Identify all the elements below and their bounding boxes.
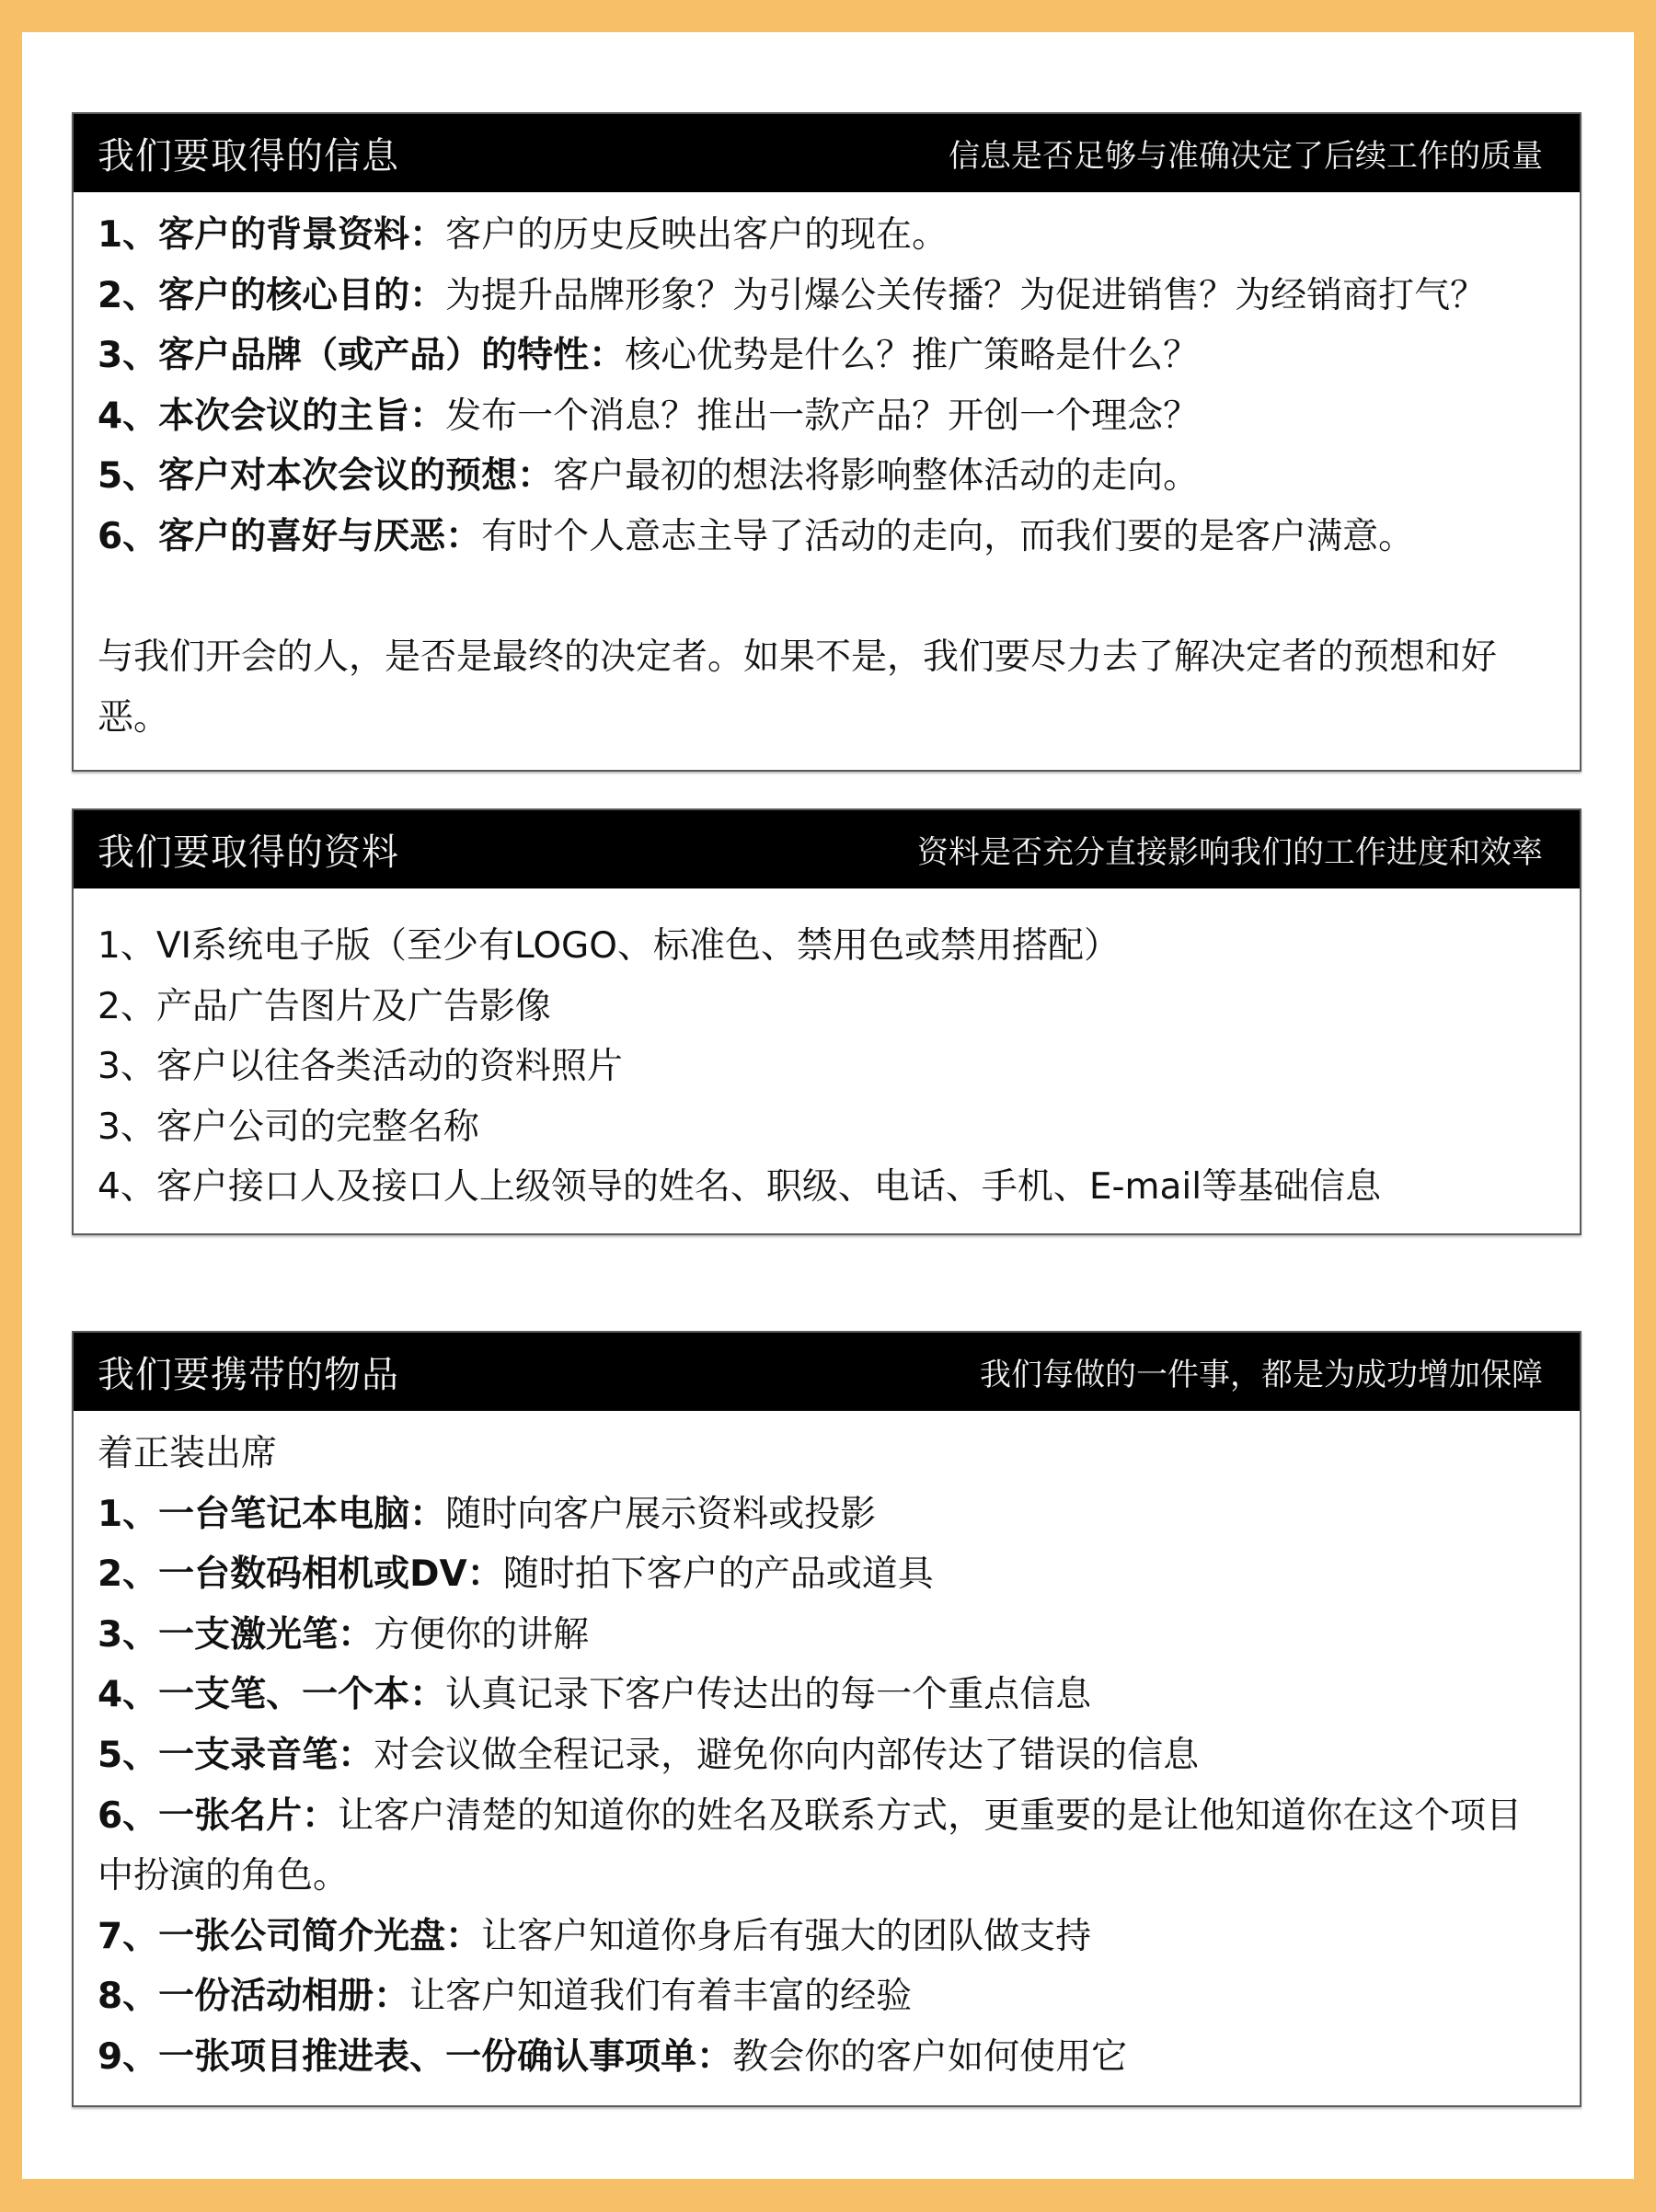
list-item: 2、一台数码相机或DV：随时拍下客户的产品或道具 bbox=[98, 1553, 934, 1596]
list-item: 4、一支笔、一个本：认真记录下客户传达出的每一个重点信息 bbox=[98, 1674, 1092, 1716]
section-header bbox=[74, 810, 1580, 888]
list-item: 8、一份活动相册：让客户知道我们有着丰富的经验 bbox=[98, 1976, 913, 2018]
materials-section bbox=[72, 808, 1581, 1235]
list-item: 3、客户品牌（或产品）的特性：核心优势是什么？推广策略是什么？ bbox=[98, 335, 1200, 377]
section-subtitle: 信息是否足够与准确决定了后续工作的质量 bbox=[949, 138, 1543, 175]
items-to-bring-section bbox=[72, 1331, 1581, 2107]
section-title: 我们要取得的信息 bbox=[98, 135, 399, 178]
list-item: 4、客户接口人及接口人上级领导的姓名、职级、电话、手机、E-mail等基础信息 bbox=[98, 1166, 1382, 1209]
list-item: 9、一张项目推进表、一份确认事项单：教会你的客户如何使用它 bbox=[98, 2035, 1128, 2078]
list-item: 3、一支激光笔：方便你的讲解 bbox=[98, 1613, 590, 1656]
list-item: 6、一张名片：让客户清楚的知道你的姓名及联系方式，更重要的是让他知道你在这个项目中扮演的角色。 bbox=[98, 1794, 1523, 1897]
list-item: 1、客户的背景资料：客户的历史反映出客户的现在。 bbox=[98, 214, 949, 256]
section-body bbox=[74, 192, 1580, 748]
list-item: 3、客户公司的完整名称 bbox=[98, 1106, 479, 1148]
list-item: 5、一支录音笔：对会议做全程记录，避免你向内部传达了错误的信息 bbox=[98, 1734, 1200, 1776]
list-item: 7、一张公司简介光盘：让客户知道你身后有强大的团队做支持 bbox=[98, 1915, 1092, 1957]
section-header bbox=[74, 114, 1580, 192]
list-item: 2、产品广告图片及广告影像 bbox=[98, 985, 551, 1027]
list-item: 3、客户以往各类活动的资料照片 bbox=[98, 1046, 623, 1088]
section-header bbox=[74, 1333, 1580, 1411]
list-item: 4、本次会议的主旨：发布一个消息？推出一款产品？开创一个理念？ bbox=[98, 395, 1200, 437]
list-item: 1、VI系统电子版（至少有LOGO、标准色、禁用色或禁用搭配） bbox=[98, 925, 1120, 967]
section-note: 与我们开会的人，是否是最终的决定者。如果不是，我们要尽力去了解决定者的预想和好恶。 bbox=[98, 636, 1498, 739]
section-intro: 着正装出席 bbox=[98, 1433, 278, 1474]
section-body bbox=[74, 888, 1580, 1218]
section-subtitle: 资料是否充分直接影响我们的工作进度和效率 bbox=[917, 834, 1543, 871]
section-title: 我们要携带的物品 bbox=[98, 1354, 399, 1396]
section-title: 我们要取得的资料 bbox=[98, 831, 399, 874]
info-section bbox=[72, 112, 1581, 772]
section-subtitle: 我们每做的一件事，都是为成功增加保障 bbox=[980, 1357, 1543, 1393]
list-item: 5、客户对本次会议的预想：客户最初的想法将影响整体活动的走向。 bbox=[98, 455, 1200, 498]
list-item: 1、一台笔记本电脑：随时向客户展示资料或投影 bbox=[98, 1493, 877, 1535]
section-body bbox=[74, 1411, 1580, 2088]
list-item: 6、客户的喜好与厌恶：有时个人意志主导了活动的走向，而我们要的是客户满意。 bbox=[98, 515, 1415, 557]
list-item: 2、客户的核心目的：为提升品牌形象？为引爆公关传播？为促进销售？为经销商打气？ bbox=[98, 274, 1487, 316]
